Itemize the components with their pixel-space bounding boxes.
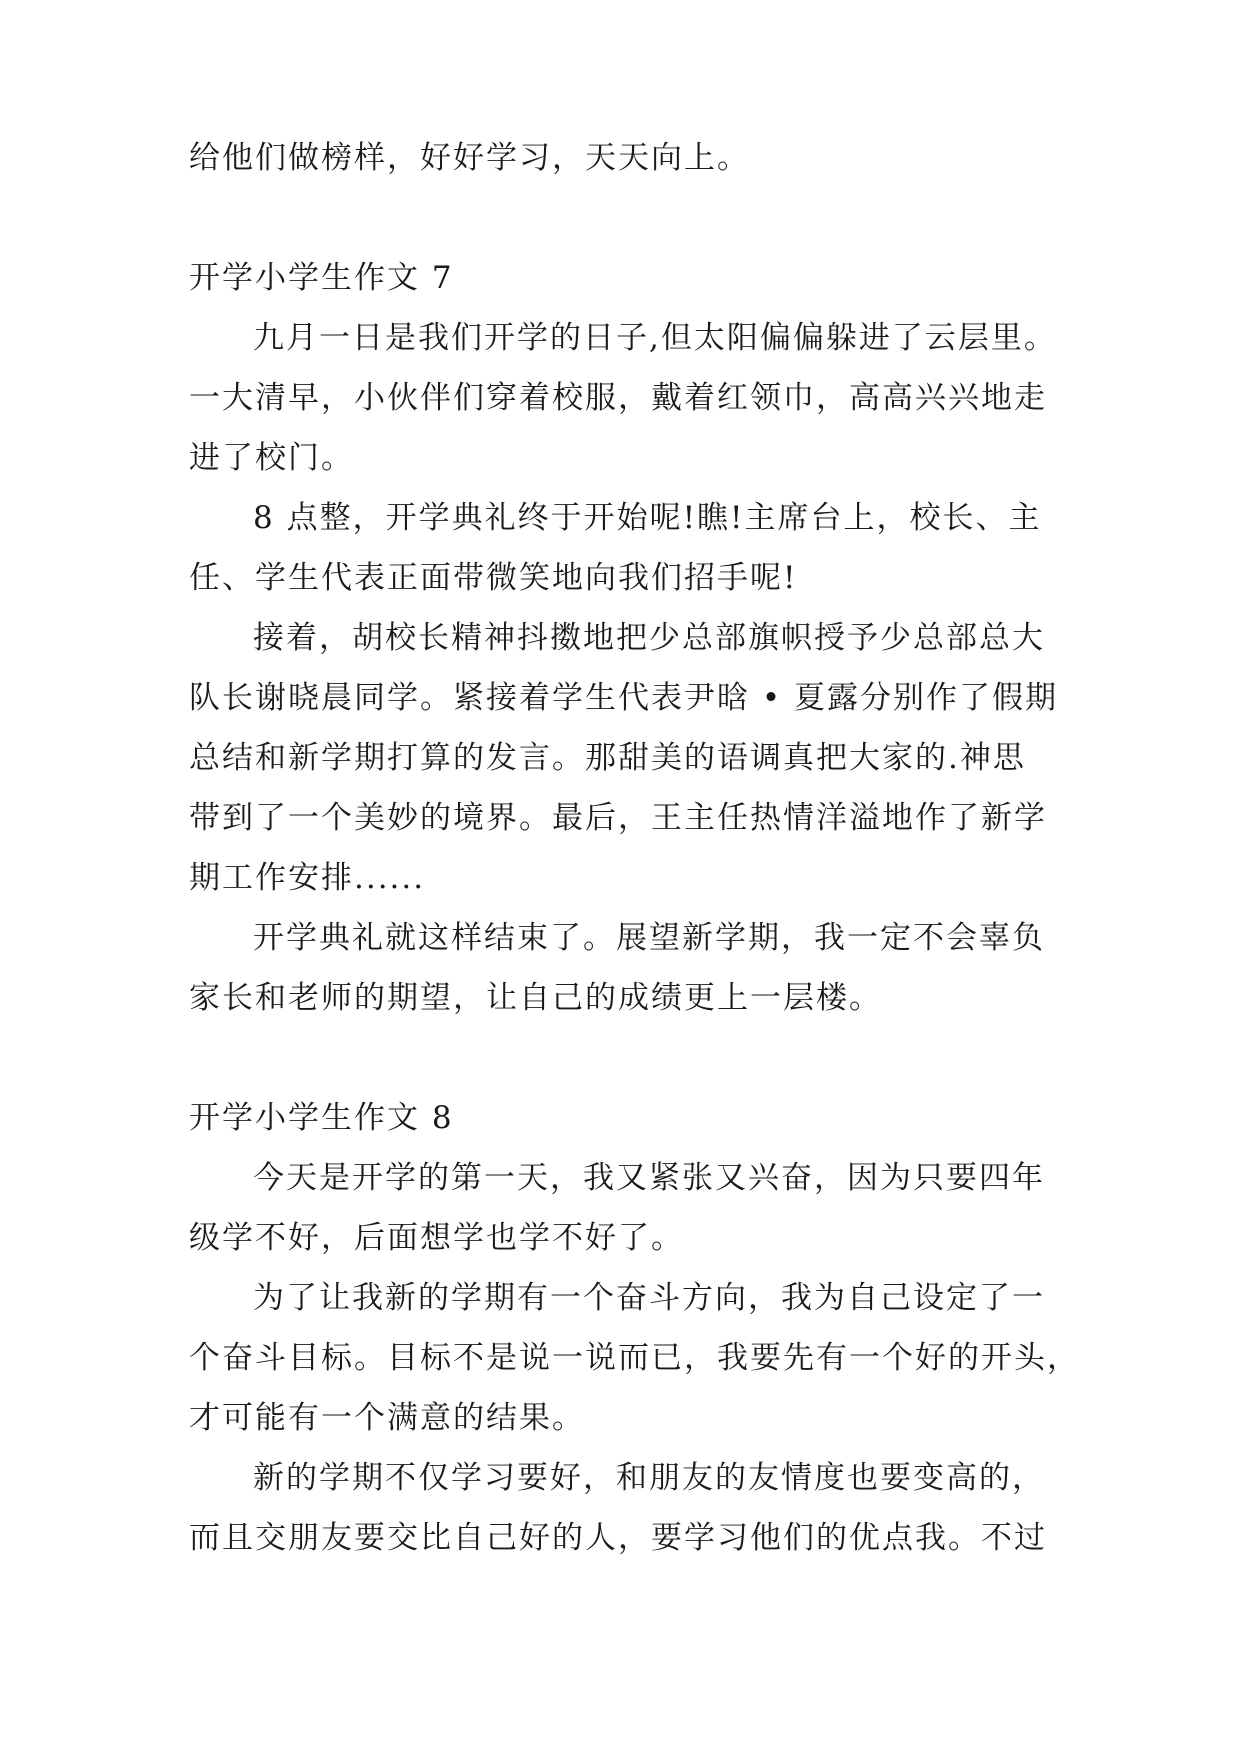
essay-title-8: 开学小学生作文 8 [189, 1100, 454, 1136]
paragraph-line: 开学典礼就这样结束了。展望新学期，我一定不会辜负 [253, 920, 1045, 956]
paragraph-line: 队长谢晓晨同学。紧接着学生代表尹晗 • 夏露分别作了假期 [189, 680, 1058, 716]
paragraph-line: 任、学生代表正面带微笑地向我们招手呢! [189, 560, 798, 596]
essay-title-7: 开学小学生作文 7 [189, 260, 454, 296]
paragraph-line: 一大清早，小伙伴们穿着校服，戴着红领巾，高高兴兴地走 [189, 380, 1047, 416]
paragraph-line: 接着，胡校长精神抖擞地把少总部旗帜授予少总部总大 [253, 620, 1045, 656]
paragraph-line: 总结和新学期打算的发言。那甜美的语调真把大家的.神思 [189, 740, 1026, 776]
paragraph-line: 带到了一个美妙的境界。最后，王主任热情洋溢地作了新学 [189, 800, 1047, 836]
paragraph-line: 新的学期不仅学习要好，和朋友的友情度也要变高的， [253, 1460, 1045, 1496]
paragraph-line: 才可能有一个满意的结果。 [189, 1400, 585, 1436]
paragraph-line: 九月一日是我们开学的日子,但太阳偏偏躲进了云层里。 [253, 320, 1057, 356]
paragraph-line: 个奋斗目标。目标不是说一说而已，我要先有一个好的开头， [189, 1340, 1080, 1376]
paragraph-line: 8 点整，开学典礼终于开始呢!瞧!主席台上，校长、主 [253, 500, 1042, 536]
paragraph-line: 给他们做榜样，好好学习，天天向上。 [189, 140, 750, 176]
paragraph-line: 期工作安排...... [189, 860, 426, 896]
paragraph-line: 级学不好，后面想学也学不好了。 [189, 1220, 684, 1256]
paragraph-line: 今天是开学的第一天，我又紧张又兴奋，因为只要四年 [253, 1160, 1045, 1196]
paragraph-line: 家长和老师的期望，让自己的成绩更上一层楼。 [189, 980, 882, 1016]
paragraph-line: 为了让我新的学期有一个奋斗方向，我为自己设定了一 [253, 1280, 1045, 1316]
paragraph-line: 进了校门。 [189, 440, 354, 476]
paragraph-line: 而且交朋友要交比自己好的人，要学习他们的优点我。不过 [189, 1520, 1047, 1556]
